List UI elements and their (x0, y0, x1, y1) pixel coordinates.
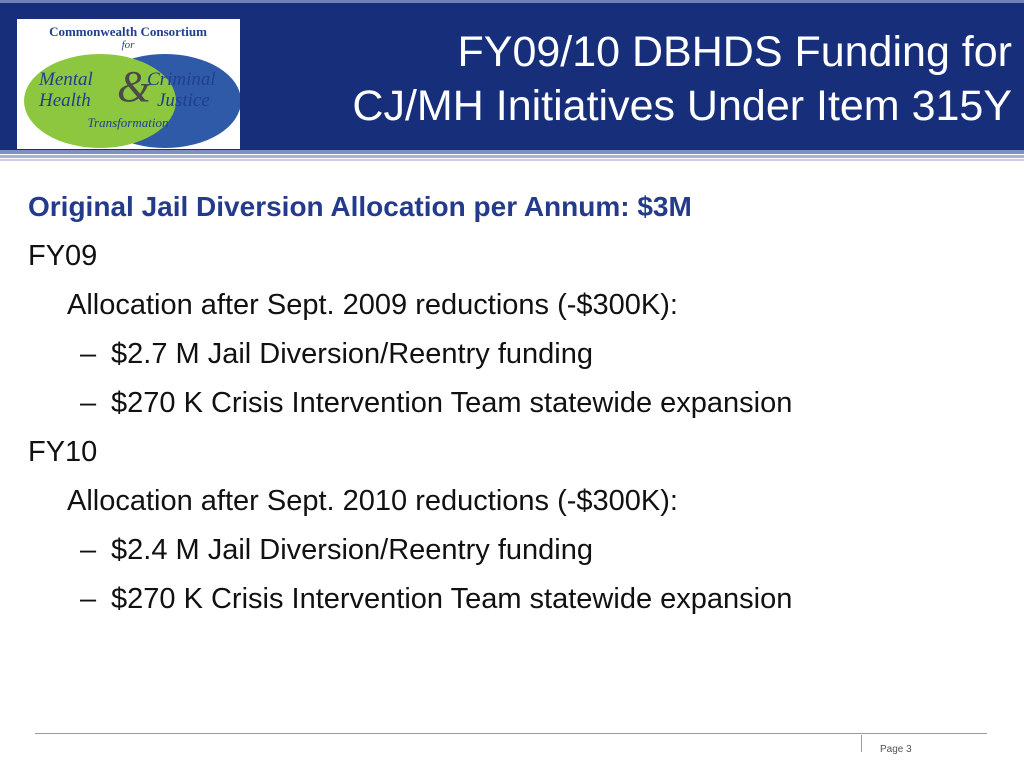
fy09-item-1-text: $2.7 M Jail Diversion/Reentry funding (111, 338, 593, 370)
slide-title-line2: CJ/MH Initiatives Under Item 315Y (352, 82, 1012, 130)
fy10-item-1 (80, 533, 593, 567)
dash-bullet: – (80, 583, 97, 615)
fy10-allocation: Allocation after Sept. 2010 reductions (-$300K): (67, 485, 678, 517)
fy09-label: FY09 (28, 240, 98, 272)
logo-title: Commonwealth Consortium (49, 24, 207, 39)
fy10-item-2 (80, 582, 792, 616)
logo-ampersand: & (117, 62, 152, 111)
logo-justice: Justice (157, 90, 210, 111)
dash-bullet: – (80, 534, 97, 566)
fy09-allocation: Allocation after Sept. 2009 reductions (-$300K): (67, 289, 678, 321)
footer-divider (35, 733, 987, 734)
footer-tick (861, 735, 862, 752)
fy10-item-1-text: $2.4 M Jail Diversion/Reentry funding (111, 534, 593, 566)
header-banner (0, 0, 1024, 150)
fy09-item-1 (80, 337, 593, 371)
fy10-label: FY10 (28, 436, 98, 468)
logo-transformation: Transformation (87, 115, 169, 130)
fy10-item-2-text: $270 K Crisis Intervention Team statewide expansion (111, 583, 793, 615)
fy09-item-2 (80, 386, 792, 420)
section-heading: Original Jail Diversion Allocation per Annum: $3M (28, 191, 692, 222)
page-number: Page 3 (880, 744, 912, 755)
logo-for: for (121, 39, 135, 51)
dash-bullet: – (80, 387, 97, 419)
logo-mental: Mental (39, 69, 93, 90)
dash-bullet: – (80, 338, 97, 370)
consortium-logo (17, 19, 240, 149)
slide-title (312, 25, 1012, 133)
fy09-item-2-text: $270 K Crisis Intervention Team statewide expansion (111, 387, 793, 419)
logo-health: Health (39, 90, 91, 111)
header-divider (0, 150, 1024, 154)
slide-title-line1: FY09/10 DBHDS Funding for (457, 28, 1012, 76)
header-divider-2 (0, 155, 1024, 158)
header-divider-3 (0, 159, 1024, 161)
logo-criminal: Criminal (147, 69, 216, 90)
